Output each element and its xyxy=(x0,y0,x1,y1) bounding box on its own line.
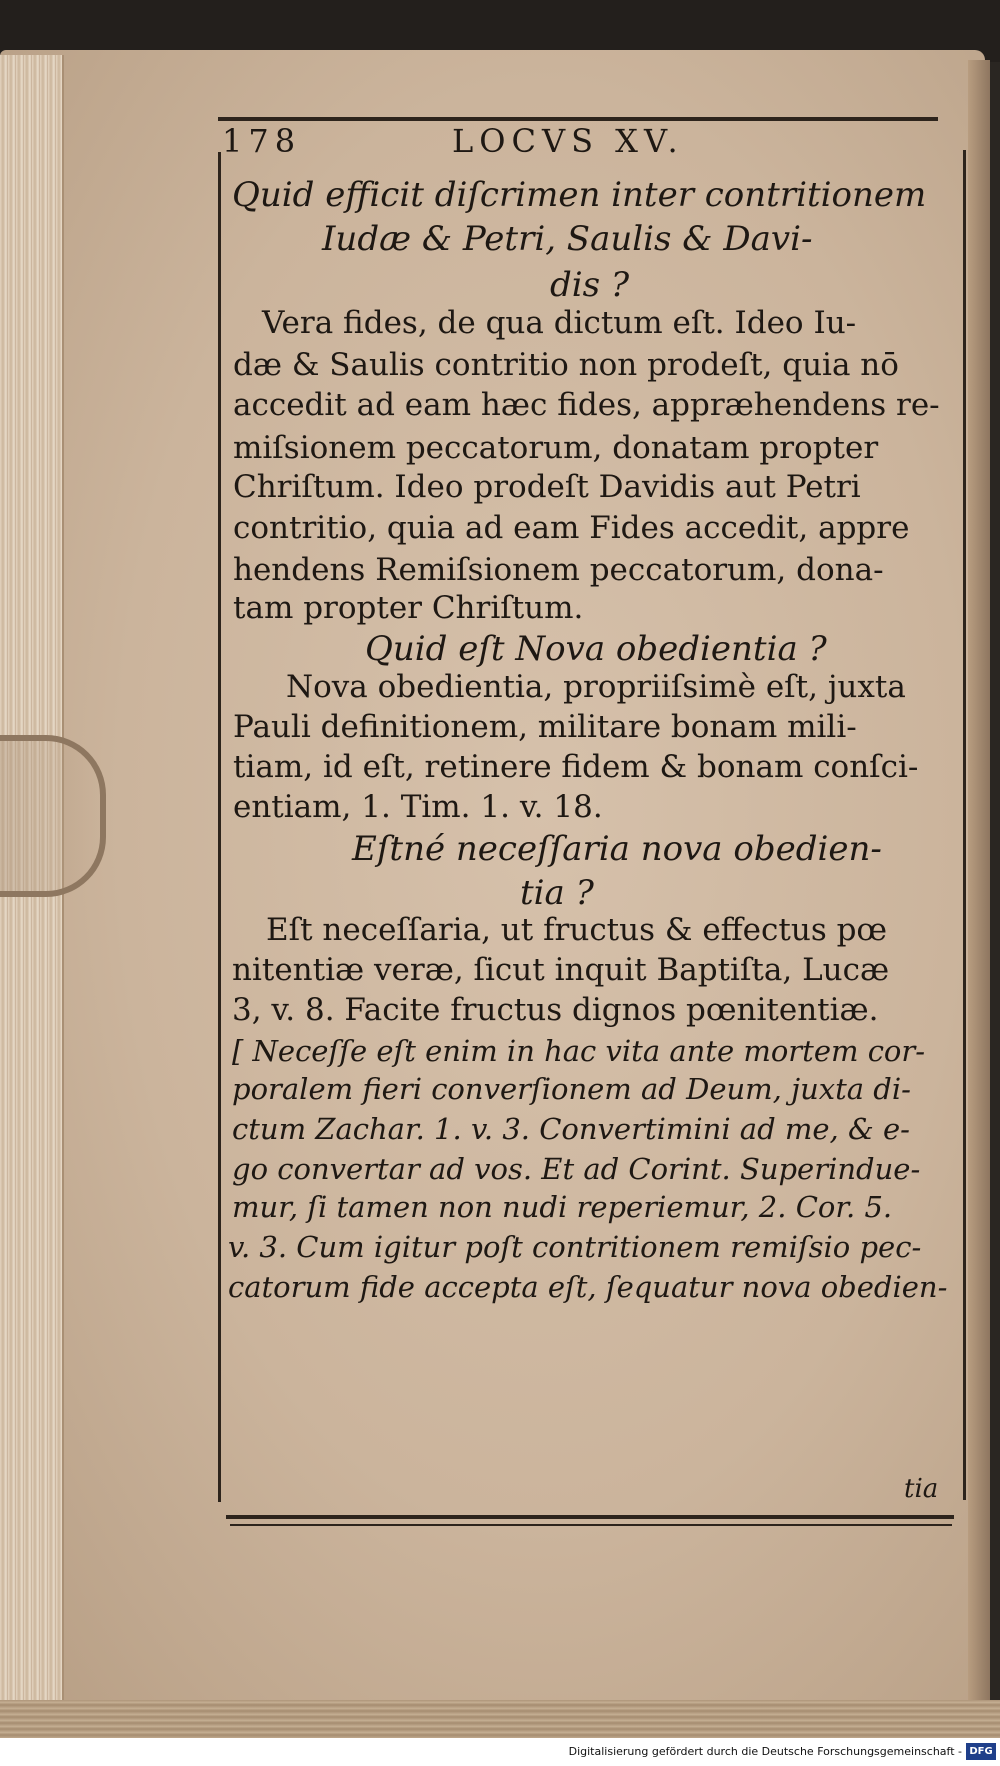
book-clasp xyxy=(0,735,106,897)
catchword: tia xyxy=(904,1474,939,1504)
page-number: 178 xyxy=(222,122,302,160)
italic-line: mur, ſi tamen non nudi reperiemur, 2. Cor. 5. xyxy=(232,1190,893,1224)
book-spine-edge xyxy=(968,60,990,1720)
header-rule xyxy=(218,117,938,121)
text-line: entiam, 1. Tim. 1. v. 18. xyxy=(233,789,603,825)
text-line: dæ & Saulis contritio non prodeſt, quia nō xyxy=(233,347,899,383)
text-line: Pauli definitionem, militare bonam mili- xyxy=(233,709,857,745)
text-line: Eſt neceſſaria, ut fructus & effectus pœ xyxy=(266,912,888,948)
dfg-logo-icon: DFG xyxy=(966,1743,996,1760)
question-line: Iudæ & Petri, Saulis & Davi- xyxy=(322,219,813,259)
footer-credit: Digitalisierung gefördert durch die Deutsche Forschungsgemeinschaft - xyxy=(568,1745,962,1758)
question-line: Eſtné neceſſaria nova obedien- xyxy=(352,829,882,869)
question-line: dis ? xyxy=(550,265,630,305)
italic-line: ctum Zachar. 1. v. 3. Convertimini ad me, & e- xyxy=(232,1112,910,1146)
text-line: accedit ad eam hæc fides, appræhendens re- xyxy=(233,387,940,423)
text-line: tiam, id eſt, retinere fidem & bonam conſci- xyxy=(233,749,919,785)
italic-line: v. 3. Cum igitur poſt contritionem remiſsio pec- xyxy=(228,1230,922,1264)
running-head: LOCVS XV. xyxy=(452,122,684,160)
question-line: tia ? xyxy=(520,873,594,913)
text-line: contritio, quia ad eam Fides accedit, appre xyxy=(233,510,910,546)
bottom-border-rule-inner xyxy=(230,1524,952,1526)
text-line: tam propter Chriſtum. xyxy=(233,590,584,626)
italic-line: go convertar ad vos. Et ad Corint. Superindue- xyxy=(232,1152,921,1186)
text-line: Nova obedientia, propriiſsimè eſt, juxta xyxy=(286,669,906,705)
text-line: Vera fides, de qua dictum eſt. Ideo Iu- xyxy=(262,305,857,341)
italic-line: catorum fide accepta eſt, ſequatur nova obedien- xyxy=(228,1270,948,1304)
question-line: Quid eſt Nova obedientia ? xyxy=(365,629,827,669)
left-border-rule xyxy=(218,152,221,1502)
question-line: Quid efficit diſcrimen inter contritionem xyxy=(232,175,927,215)
text-line: miſsionem peccatorum, donatam propter xyxy=(233,430,879,466)
text-line: 3, v. 8. Facite fructus dignos pœnitentiæ. xyxy=(232,992,879,1028)
text-line: Chriſtum. Ideo prodeſt Davidis aut Petri xyxy=(233,469,861,505)
bottom-border-rule xyxy=(226,1515,954,1519)
bottom-page-edges xyxy=(0,1700,1000,1738)
italic-line: [ Neceſſe eſt enim in hac vita ante mortem cor- xyxy=(232,1034,926,1068)
text-line: nitentiæ veræ, ſicut inquit Baptiſta, Lucæ xyxy=(232,952,890,988)
italic-line: poralem fieri converſionem ad Deum, juxta di- xyxy=(232,1072,911,1106)
book-page xyxy=(0,50,985,1730)
text-line: hendens Remiſsionem peccatorum, dona- xyxy=(233,552,884,588)
right-border-rule xyxy=(963,150,966,1500)
